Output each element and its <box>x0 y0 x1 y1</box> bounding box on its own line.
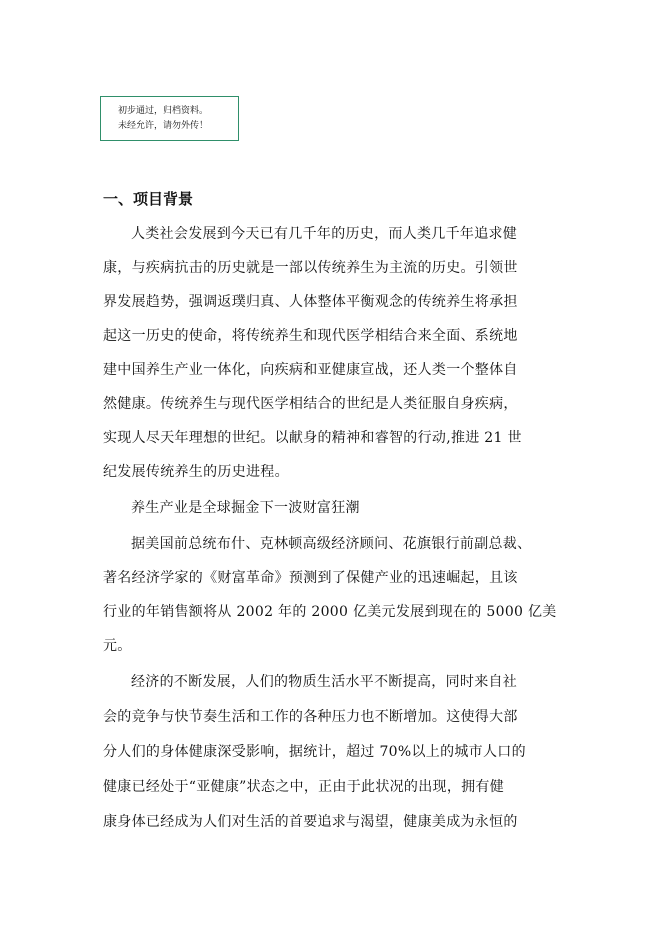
section-heading: 一、项目背景 <box>103 190 194 208</box>
paragraph-4-line-2: 会的竞争与快节奏生活和工作的各种压力也不断增加。这使得大部 <box>103 709 518 725</box>
paragraph-3-line-1: 据美国前总统布什、克林顿高级经济顾问、花旗银行前副总裁、 <box>131 536 532 552</box>
paragraph-1-line-1: 人类社会发展到今天已有几千年的历史，而人类几千年追求健 <box>131 226 518 242</box>
paragraph-1-line-7: 实现人尽天年理想的世纪。以献身的精神和睿智的行动,推进 21 世 <box>103 430 522 446</box>
paragraph-2-line-1: 养生产业是全球掘金下一波财富狂潮 <box>131 500 360 516</box>
notice-line-1: 初步通过，归档资料。 <box>118 106 209 116</box>
confidential-notice-box <box>100 96 239 141</box>
paragraph-3-line-2: 著名经济学家的《财富革命》预测到了保健产业的迅速崛起，且该 <box>103 570 518 586</box>
paragraph-1-line-2: 康，与疾病抗击的历史就是一部以传统养生为主流的历史。引领世 <box>103 260 518 276</box>
paragraph-3-line-3: 行业的年销售额将从 2002 年的 2000 亿美元发展到现在的 5000 亿美 <box>103 604 557 620</box>
paragraph-4-line-1: 经济的不断发展，人们的物质生活水平不断提高，同时来自社 <box>131 674 518 690</box>
notice-line-2: 未经允许，请勿外传！ <box>118 121 209 131</box>
paragraph-3-line-4: 元。 <box>103 638 132 654</box>
paragraph-1-line-8: 纪发展传统养生的历史进程。 <box>103 464 289 480</box>
paragraph-1-line-6: 然健康。传统养生与现代医学相结合的世纪是人类征服自身疾病， <box>103 396 518 412</box>
paragraph-1-line-4: 起这一历史的使命，将传统养生和现代医学相结合来全面、系统地 <box>103 328 518 344</box>
paragraph-4-line-5: 康身体已经成为人们对生活的首要追求与渴望，健康美成为永恒的 <box>103 814 518 830</box>
paragraph-4-line-4: 健康已经处于“亚健康”状态之中，正由于此状况的出现，拥有健 <box>103 779 505 795</box>
paragraph-1-line-3: 界发展趋势，强调返璞归真、人体整体平衡观念的传统养生将承担 <box>103 294 518 310</box>
paragraph-4-line-3: 分人们的身体健康深受影响，据统计，超过 70%以上的城市人口的 <box>103 744 526 760</box>
paragraph-1-line-5: 建中国养生产业一体化，向疾病和亚健康宣战，还人类一个整体自 <box>103 362 518 378</box>
